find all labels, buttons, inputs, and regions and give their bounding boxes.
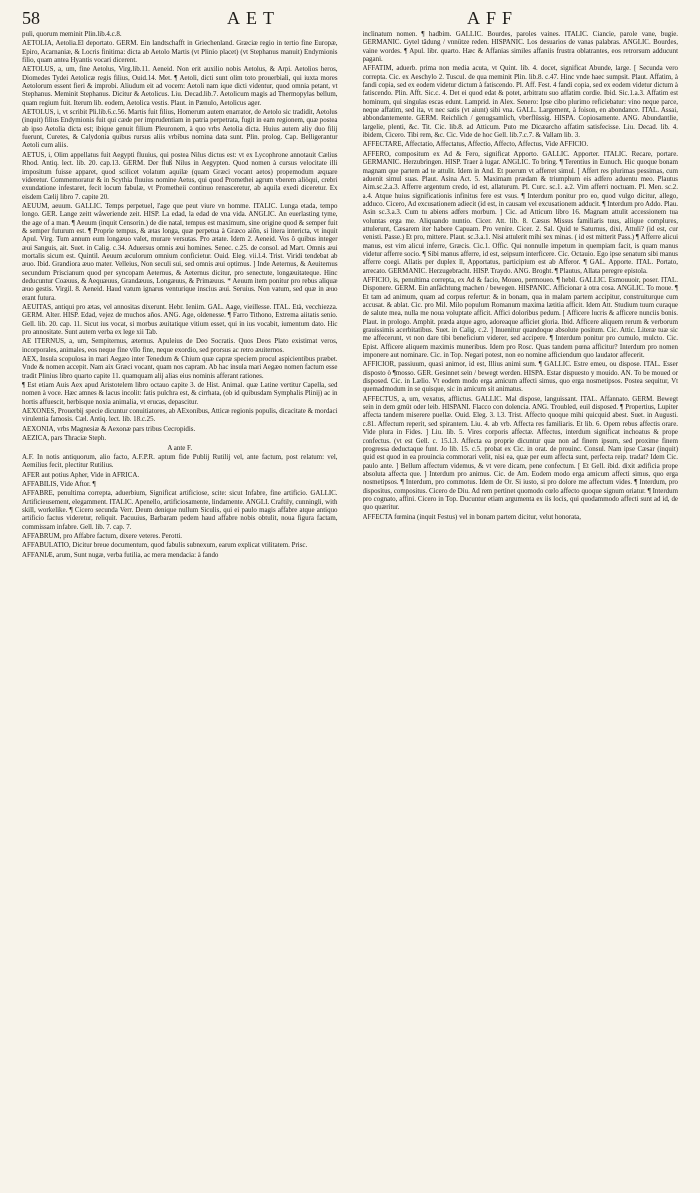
column-gutter (350, 30, 351, 1180)
right-entry: AFFECTUS, a, um, vexatus, afflictus. GALLIC. Mal dispose, languissant. ITAL. Affannato. GERM. Bewegt sein in dem gmüt oder leib. HISPANI. Flacco con dolencia. ANG. Troubled, euil disposed. ¶ Propertius, Lupiter affecta tandem miserere puellæ. Ouid. Eleg. 3. l.3. Trist. Affecto quoque mihi quicquid abest. Suet. in Augusti. c.81. Affectum reperit, sed spirantem. Liu. 4. ab vrb. Affecta res familiaris. Et lib. 6. Opem rebus affectis orare. Vide plura in Fides. ] Liu. lib. 5. Vires corporis affectæ. Affectus, interdum significat inchoatus & prope confectus. (vt est Gell. c. 15.l.3. Affecta ea proprie dicuntur quæ non ad finem ipsum, sed proxime finem progressa deductaque funt. Jo lib. 15. c.5. probat ex Cic. in orat. de prouinc. Consul. Nam ipse Cæsar (inquit) quid est quod in ea prouincia commorari velit, nisi ea, quæ per eum affecta sunt, perfecta reip. tradat? Idem Cic. paulo ante. ] Bellum affectum videmus, & vt vere dicam, pene confectum. [ Et Gell. ibid. dixit ædificia prope absoluta affecta que. ] Interdum pro animus. Cic. de Am. Eodem modo erga amicum affecti simus, quo erga nosmetipsos. ¶ Interdum, pro commotus. Idem de Or. Si iusto, si pro dolore me affectum vides. ¶ Interdum, pro dispositus, compositus. Cicero de Diu. Ad rem pertinet quomodo cœlo affecto quoque signum oriatur. ¶ Interdum pro cognato, affini. Cicero in Top. Ducuntur etiam argumenta ex iis locis, qui quodammodo affecti sunt ad id, de quo quæritur. (362, 394, 679, 512)
left-entry: AEX, Insula scopulosa in mari Aegæo inter Tenedum & Chium quæ capræ speciem procul aspicientibus præbet. Vnde & nomen accepit. Nam aix Græci vocant, quam nos capram. Ab hac insula mari Aegæo nomen factum esse tradit Plinius libro quarto capite 11. quamquam alij alias eius nominis afferant rationes. (22, 355, 338, 380)
left-entry: puli, quorum meminit Plin.lib.4.c.8. (22, 30, 122, 38)
running-head-right: AFF (467, 8, 519, 28)
left-entry: AEZICA, pars Thraciæ Steph. (22, 434, 107, 443)
page-number: 58 (22, 8, 40, 28)
right-entry: AFFICIOR, passiuum, quasi animor, id est, Illius animi sum. ¶ GALLIC. Estre emeu, ou dispose. ITAL. Esser disposto ò ¶mosso. GER. Gesinnet sein / bewegt werden. HISPA. Estar dispuesto y mouido. AN. To be moued or disposed. Cic. in Lælio. Vt eodem modo erga amicum affecti simus, quo erga nosmetipsos. Postea sequitur, Vt quemadmodum in se quisque, sic in amicum sit animatus. (362, 360, 679, 394)
left-entry: AE ITERNUS, a, um, Sempiternus, æternus. Apuleius de Deo Socratis. Quos Deos Plato existimat veros, incorporales, animales, eos neque fine vllo fine, neque exordio, sed prorsus ac retro æuiternos. (22, 337, 338, 354)
left-entry: AEXONES, Prouerbij specie dicuntur conuitiatores, ab AExonibus, Atticæ regionis populis, dicacitate & mordaci virulentia famosis. Cæl. Antiq. lect. lib. 18.c.25. (22, 407, 338, 424)
text-columns (22, 30, 678, 1180)
left-entry: AETUS, i, Olim appellatus fuit Aegypti fluuius, qui postea Nilus dictus est: vt ex Lycophrone annotauit Cælius Rhod. Antiq. lect. lib. 20. cap.13. GERM. Der fluß Nilus in Aegypten. Quod nomen à cursus velocitate illi impositum fuisse apparet, quod scilicet volatum aquilæ (quam Græci vocant aetos) propemodum æquare videretur. Commemoratur & in Scythia fluuius nomine Aetus, qui quod Promethei agrum vberem aliòqui, crebri exundatione infestaret, fecit locum fabulæ, vt Prometheii continuo renasceretur, ab aquila exedi diceretur. Ex eisdem Cælij libro 7. capite 20. (22, 150, 338, 201)
left-entry: ¶ Est etiam Auis Aex apud Aristotelem libro octauo capite 3. de Hist. Animal. quæ Latine vertitur Capella, sed nomen à voce. Hæc amnes & lacus incolit: fatis pulchra est, & cirrhata, (ob id quibusdam Symphalis Plinij) ac in hortis affuescit, herbisque noxia animalia, vt erucas, depascitur. (22, 381, 338, 406)
left-entry: AFFANIÆ, arum, Sunt nugæ, verba futilia, ac mera mendacia: à fando (22, 550, 219, 559)
left-entry: AFFABILIS, Vide Aftor. ¶ (22, 479, 96, 488)
left-entry: AFFABULATIO, Dicitur breue documentum, quod fabulis subnexum, earum explicat vtilitatem. Prisc. (22, 541, 308, 550)
left-entry: AEUUM, aeuum. GALLIC. Temps perpetuel, l'age que peut viure vn homme. ITALIC. Lunga etada, tempo longo. GER. Lange zeitt wåweriende zeit. HISP. La edad, la edad de vna vida. ANGLIC. An euerlasting tyme, the age of a man. ¶ Aeuum (inquit Censorin.) de die natal, tempus est maximum, sine origine quod & semper fuit & semper futurum est. ¶ Proprie tempus, & ætas longa, quæ perpetua à Græco aiōn, si litera intericta, vt inquit Apul. Virg. Tum annum eum longæuo valet, murare versutas. Pro ætate. Idem 2. Aeneid. Vos ô quibus integer æui Sanguis, ait. Suet. in Calig. c.34. Aduersus omnis æui homines. Senec. c.25. de consol. ad Mart. Omnis æui mortalis sicum est. Quintil. Aeuum æculorum omnium conficietur. Ouid. Eleg. vii.l.4. Trist. Viridi tendebat ab æuo. Ibid. Grandiora æuo mater. Velleius, Non seculi sui, sed omnis æui optimus. ] Inde Aeternus, & Aeuiternus secundum Priscianum quod per syncopam Aeternus, & Aeternus dicitur, pro senectute, longæuitateque. Hinc deducuntur Coæuus, & Aequæuus, Grandæuus, Longæuus, & Primæuus. * Aeuum item ponitur pro rebus aliquæ æuo gestis. Virgil. 8. Aeneid. Haud vatum ignarus venturique inscius æui. Seruius. Non vatum, sed quæ in æuo erant futura. (22, 201, 338, 302)
left-entry: AEXONIA, vrbs Magnesiæ & Aexonæ pars tribus Cecropidis. (22, 424, 196, 433)
left-entry: AFFABRUM, pro Affabre factum, dixere veteres. Perotti. (22, 531, 183, 540)
left-entry: AEUITAS, antiqui pro ætas, vel annositas dixerunt. Hebr. Ieniim. GAL. Aage, vieillesse. ITAL. Età, vecchiezza. GERM. Alter. HISP. Edad, vejez de muchos años. ANG. Age, oldenesse. ¶ Farro Tithono, Extrema aiitatis senio. Gell. lib. 20. cap. 11. Sicut ius vocat, si morbus æuitatique vitium esset, qui in ius vocabit, iumentum dato. Hic pro annositate. Sunt autem verba ex lege xii Tab. (22, 303, 338, 337)
left-entry: AETOLUS, i, vt scribit Pli.lib.6.c.56. Martis fuit filius, Homerum autem enarrator, de Aetolo sic tradidit, Aetolus (inquit) filius Endymionis fuit qui cæde per imprudentiam in patria perpetrata, fugit in eam regionem, quæ postea ab ipso Aetolia dicta est; ibique genuit filium Pleuronem, à quo vrbs Aetolia dicta. Huius autem aliy duo filij fuerunt, Curetes, & Calydonia quibus rursus aliis vrbibus nomina data sunt. Plin. prolog. Cap. Belligerantur Aetoli cum aliis. (22, 108, 338, 150)
right-entry: AFFICIO, is, penultima correpta, ex Ad & facio, Moueo, permoueo. ¶ hebil. GALLIC. Esmouuoir, poser. ITAL. Disponere. GERM. Ein anfächtung machen / bewegen. HISPANIC. Afficionar à otra cosa. ANGLIC. To moue. ¶ Et tam ad animum, quam ad corpus refertur: & in bonam, qua in malam partem accipitur, construiturque cum accusat. & ablat. Cic. pro Mil. Milo populum Romanum maxima lætitia afficit. Idem Att. Studium tuum curaque de salute mea, nulla me noua voluptate afficit. Affici doloribus pedum. [ Afficere lucris & afficere nunciis bonis. Plaut. in prologo. Amphit. præda atque agro, adoreaque afficiet gloria. Ibid. Afficere aliquem rerum & verborum grauissimis acerbitatibus. Suet. in Calig. c.2. ] Inuenitur quandoque absolute positum. Cic. Attic. Literæ tuæ sic me affecerunt, vt non dare tibi beneficium viderer, sed accipere. ¶ Interdum ponitur pro cumulo, mulcto. Cic. Epist. Afficere aliquem maximis muneribus. Idem pro Rosc. Quas tandem pœna afficitur? Interdum pro nomen imponere aut nominare. Cic. in Top. Negari potest, non eo nomine afficiendum quo laudator affecerit. (362, 275, 679, 360)
left-entry: AFFABRE, penultima correpta, aduerbium, Significat artificiose, scite: sicut Infabre, fine artificio. GALLIC. Artificieusement, elegamment. ITALIC. Apenello, artificiosamente, lindamente. ANGLI. Craftily, cunningli, with skill, workelike. ¶ Cicero secunda Verr. Deum denique nullum Siculis, qui ei paulo magis affabre atque antiquo artificio factus videretur, reliquit. Pacuuius, Barbaram pedem haud affabre nobis obtulit, noua figura factam, commissam infabre. Gell. lib. 7. cap. 7. (22, 489, 338, 531)
right-entry: AFFECTARE, Affectatio, Affectatus, Affectio, Affecto, Affectus, Vide AFFICIO. (362, 140, 589, 149)
section-heading: A ante F. (167, 443, 193, 452)
running-head (22, 8, 678, 30)
left-column (22, 30, 338, 1180)
left-entry: A.F. In notis antiquorum, alio facto, A.F.P.R. aptum fide Publij Rutilij vel, ante factum, post relatum: vel, Aemilius fecit, plectitur Rutilius. (22, 452, 338, 470)
right-column (363, 30, 679, 1180)
left-entry: AETOLIA, Aetolia.El deportato. GERM. Ein landtschafft in Griechenland. Græciæ regio in tertio fine Europæ, Epiro, Acarnaniæ, & Locris finitima: dicta ab Aetolo Martis (vt Plinio placet) (vt Stephanus manuit) Endymionis filio, quam antea Hyantis vocari dicerent. (22, 39, 338, 65)
right-entry: AFFERO, compositum ex Ad & Fero, significat Apporto. GALLIC. Apporter. ITALIC. Recare, portare. GERMANIC. Herzubringen. HISP. Traer à lugar. ANGLIC. To bring. ¶ Terentius in Eunuch. Hic quoque bonam magnam que partem ad te attulit. Idem in And. Et puerum vt afferret simul. [ Affert res plurimas pessimas, cum aduenit simul suas. Plaut. Asina Act. 5. Maximam prædam & triumphum eis adfero aduentu meo. Plautus Aim.sc.2.a.3. Afferre argentum credo, id est, allaturum. Pl. Curc. sc.1. a.2. Vim afferri noctuam. Pl. Men. sc.2. a.4. Atque huius significationis infinitus fere est vsus. ¶ Interdum ponitur pro eo, quod vulgo dicitur, allego, adduco. Cicero, Ad excusationem adiecit (id est, in causam vel excusationem adducit. ¶ Interdum pro Addo. Plau. Asin sc.3.a.3. Cum tu abiens adfers morbum. ] Cic. ad Atticum libro 16. Magnam attulit accessionem tua voluntas erga me. Aliquando nuntio. Cicer. Att. lib. 8. Cæsus Missus familiaris tuus, aliique complures, attulerunt, Cæsarem iter habere Capuam. Pro venire. Cicer. 2. Sal. Quid te Saturnus, dixi, Attuli? (id est, cur venisti. Passe.) Et pro, mittere. Plaut. sc.3.a.1. Nisi attulerit mihi sex minas. ( id est mitterit Pass.) ¶ Afferre alicui manus, est vim alicui inferre, Græcis. Cic.1. Offic. Qui nonnulle impetum in quempiam facit, is quam manus videtur afferre socio. ¶ Sibi manus afferre, id est, seipsum interficere. Cic. Octauio. Ego ipse senatum sibi manus afferre coegi. Allatis per duplex ll, Apportatus, participium est ab Afferor. ¶ GAL. Apporte. ITAL. Portato, arrecato. GERMANIC. Herzugebracht. HISP. Traydo. ANG. Broght. ¶ Plautus, Allata peregre epistola. (362, 149, 679, 275)
right-entry: inclinatum nomen. ¶ hadbim. GALLIC. Bourdes, paroles vaines. ITALIC. Ciancie, parole vane, bugie. GERMANIC. Gytel tâdung / vnnütze reden. HISPANIC. Los desuarios de vanas palabras. ANGLIC. Bourdes, vaine wordes. ¶ Apul. libr. quarto. Hæc & Affanias similes affaniis frustra oblatrantes, eos retrorsum adducunt pagani. (362, 30, 679, 64)
left-entry: AFER aut potius Apher, Vide in AFRICA. (22, 470, 140, 479)
left-entry: AETOLUS, a, um, fine Aetolus, Virg.lib.11. Aeneid. Non erit auxilio nobis Aetolus, & Arpi. Aetolios heros, Diomedes Tydei Aetolicæ regis filius, Ouid.14. Met. ¶ Aetoli, dicti sunt olim toto prouerbiali, qui iuxta mores Aetolorum essent fieri & improbi. Aliudum eit ad vocem: Aetoli nam ique dicti videntur, quod omnia petant, vt Stephanus. Meminit Stephanus. Dicitur & Aetolicus. Liu. Decad.lib.7. Aetolicum magis ad Thermopylas bellum, quam regium fuit. Iterum lib. eodem, Aetolica vestis. Plaut. in Pænulo, Aetolicus ager. (22, 65, 338, 107)
right-entry: AFFECTA fœmina (inquit Festus) vel in bonam partem dicitur, velut honorata, (362, 512, 581, 521)
right-entry: AFFATIM, aduerb. prima non media acuta, vt Quint. lib. 4. docet, significat Abunde, large. [ Secunda vero correpta. Cic. ex Aeschylo 2. Tuscul. de qua meminit Plin. lib.8. c.47. Hinc vnde haec sumpsit. Plaut. Affatim, à fandi copia, sed ex eodem videtur dictum à fatiscendo. Pl. Aff. Fest. 4 fandi copia, sed ex eodem videtur dictum à fatiscendo. Plin. Afft. Sic.c. 4. Det ei quod edat & potet, arbitratu suo affatim cordie. Ibid. Sic.1.a.3. Affatim est hominum, qui singulas escas edunt. Lamprid. in Alex. Senero: Ipse cibo plurimo reficiebatur: vino neque parce, neque affatim, sed ita, vt nec satis (vt aiunt) sibi vna. GALL. Largement, à foison, en abondance. ITAL. Assai, abbondantemente. GERM. Reichlich / genugsamlich, vberflüssig. HISPA. Copiosamente. ANG. Abundantlie, largelie, plenti, &c. Tit. Cic. lib.8. ad Atticum. Puto me Dicæarcho affatim satisfecisse. Liu. Decad. lib. 4. ibidem, Cicero. Tibi rem, &c. Cic. Vide de hoc Gell. lib.7.c.7. & Vallam lib. 3. (362, 64, 679, 140)
running-head-left: AET (227, 8, 280, 28)
